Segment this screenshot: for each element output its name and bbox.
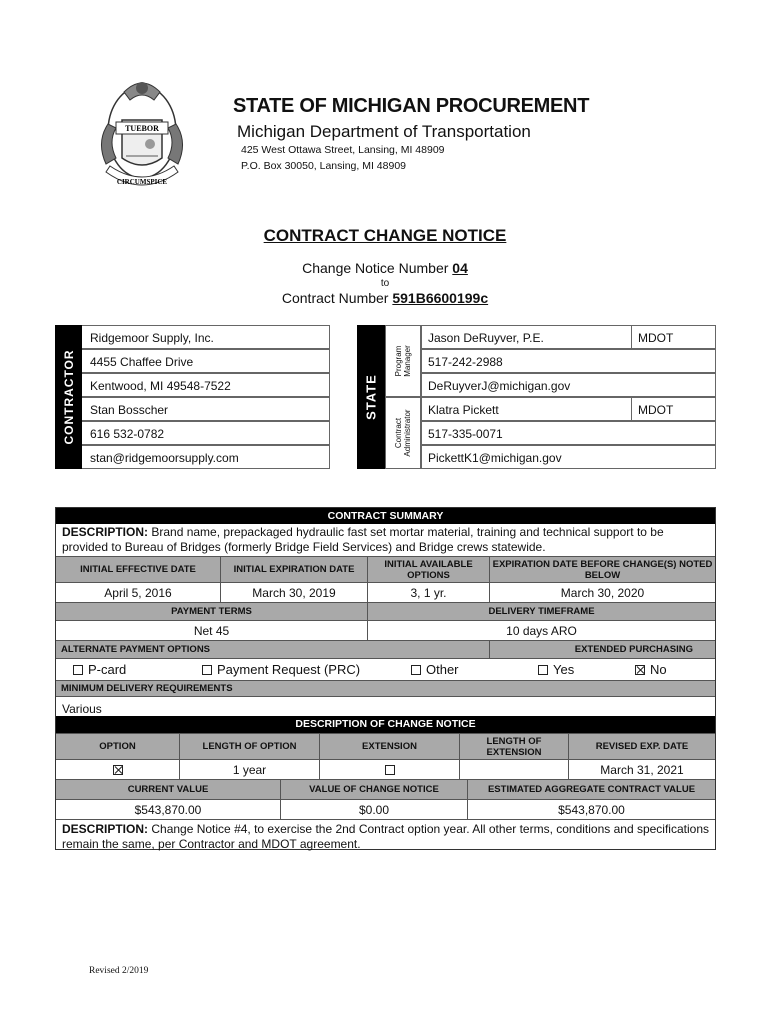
michigan-seal-icon bbox=[88, 72, 196, 194]
contractor-street: 4455 Chaffee Drive bbox=[82, 349, 330, 373]
summary-description-label: DESCRIPTION: bbox=[62, 525, 149, 539]
notice-title: CONTRACT CHANGE NOTICE bbox=[263, 226, 507, 245]
contractor-contact: Stan Bosscher bbox=[82, 397, 330, 421]
col-value-of-change: VALUE OF CHANGE NOTICE bbox=[281, 780, 468, 799]
col-revised-exp-date: REVISED EXP. DATE bbox=[595, 741, 689, 752]
delivery-timeframe: 10 days ARO bbox=[506, 623, 577, 638]
pcard-option[interactable] bbox=[73, 659, 126, 680]
payment-options-header-row bbox=[56, 640, 715, 658]
contract-administrator-role: Contract Administrator bbox=[385, 397, 421, 469]
contract-administrator-phone: 517-335-0071 bbox=[421, 421, 716, 445]
length-of-option: 1 year bbox=[180, 760, 320, 779]
payment-options-row bbox=[56, 658, 715, 680]
contract-summary-table bbox=[55, 507, 716, 850]
no-label: No bbox=[650, 662, 667, 677]
option-checkbox-checked[interactable] bbox=[113, 765, 123, 775]
revision-date: Revised 2/2019 bbox=[89, 966, 149, 976]
contract-number: 591B6600199c bbox=[392, 290, 489, 306]
option-header-row bbox=[56, 733, 715, 759]
col-length-of-option: LENGTH OF OPTION bbox=[180, 734, 320, 759]
contract-administrator-name: Klatra Pickett bbox=[421, 397, 632, 421]
change-notice-line bbox=[0, 260, 770, 276]
pcard-checkbox[interactable] bbox=[73, 665, 83, 675]
length-of-extension bbox=[460, 760, 569, 779]
current-value: $543,870.00 bbox=[56, 800, 281, 819]
terms-header-row bbox=[56, 602, 715, 620]
change-notice-label: Change Notice Number bbox=[302, 260, 449, 276]
prc-label: Payment Request (PRC) bbox=[217, 662, 361, 677]
col-initial-options: INITIAL AVAILABLE OPTIONS bbox=[368, 557, 490, 582]
other-checkbox[interactable] bbox=[411, 665, 421, 675]
revised-exp-date: March 31, 2021 bbox=[600, 762, 684, 777]
contract-number-label: Contract Number bbox=[281, 290, 389, 306]
col-aggregate-value: ESTIMATED AGGREGATE CONTRACT VALUE bbox=[487, 784, 696, 795]
extension-cell bbox=[320, 760, 460, 779]
value-values-row bbox=[56, 799, 715, 819]
state-label: STATE bbox=[357, 325, 385, 469]
program-manager-name: Jason DeRuyver, P.E. bbox=[421, 325, 632, 349]
col-current-value: CURRENT VALUE bbox=[56, 780, 281, 799]
initial-effective-date: April 5, 2016 bbox=[56, 583, 221, 602]
no-checkbox-checked[interactable] bbox=[635, 665, 645, 675]
col-expiration-before: EXPIRATION DATE BEFORE CHANGE(S) NOTED BELOW bbox=[492, 558, 713, 581]
contractor-email: stan@ridgemoorsupply.com bbox=[82, 445, 330, 469]
option-values-row bbox=[56, 759, 715, 779]
option-cell bbox=[56, 760, 180, 779]
aggregate-value: $543,870.00 bbox=[558, 802, 625, 817]
contractor-phone: 616 532-0782 bbox=[82, 421, 330, 445]
extended-purchasing-label: EXTENDED PURCHASING bbox=[574, 644, 693, 655]
min-delivery-label: MINIMUM DELIVERY REQUIREMENTS bbox=[56, 680, 715, 696]
payment-terms: Net 45 bbox=[56, 621, 368, 640]
initial-available-options: 3, 1 yr. bbox=[368, 583, 490, 602]
value-header-row bbox=[56, 779, 715, 799]
summary-values-row bbox=[56, 582, 715, 602]
program-manager-agency: MDOT bbox=[631, 325, 716, 349]
summary-description bbox=[56, 525, 715, 557]
change-description-heading: DESCRIPTION OF CHANGE NOTICE bbox=[56, 716, 715, 733]
extension-checkbox[interactable] bbox=[385, 765, 395, 775]
initial-expiration-date: March 30, 2019 bbox=[221, 583, 368, 602]
contractor-city: Kentwood, MI 49548-7522 bbox=[82, 373, 330, 397]
summary-description-text: Brand name, prepackaged hydraulic fast set mortar material, training and technical support to be provided to Bureau of Bridges (formerly Bridge Field Services) and Bridge crews statewide. bbox=[62, 525, 664, 554]
col-initial-expiration: INITIAL EXPIRATION DATE bbox=[221, 557, 368, 582]
page-title: STATE OF MICHIGAN PROCUREMENT bbox=[233, 95, 590, 117]
alternate-payment-label: ALTERNATE PAYMENT OPTIONS bbox=[56, 641, 490, 658]
prc-checkbox[interactable] bbox=[202, 665, 212, 675]
contract-number-line bbox=[0, 290, 770, 306]
program-manager-role: Program Manager bbox=[385, 325, 421, 397]
col-initial-effective: INITIAL EFFECTIVE DATE bbox=[56, 557, 221, 582]
yes-label: Yes bbox=[553, 662, 575, 677]
program-manager-email: DeRuyverJ@michigan.gov bbox=[421, 373, 716, 397]
summary-header-row bbox=[56, 556, 715, 582]
contract-summary-heading: CONTRACT SUMMARY bbox=[56, 508, 715, 524]
prc-option[interactable] bbox=[202, 659, 360, 680]
address-line-1: 425 West Ottawa Street, Lansing, MI 48909 bbox=[241, 144, 445, 156]
value-of-change: $0.00 bbox=[281, 800, 468, 819]
min-delivery-value: Various bbox=[56, 696, 715, 716]
change-description-label: DESCRIPTION: bbox=[62, 822, 149, 836]
change-notice-number: 04 bbox=[452, 260, 468, 276]
other-option[interactable] bbox=[411, 659, 459, 680]
svg-text:TUEBOR: TUEBOR bbox=[125, 124, 159, 133]
change-description-text: Change Notice #4, to exercise the 2nd Contract option year. All other terms, conditions and specifications remain the same, per Contractor and MDOT agreement. bbox=[62, 822, 709, 851]
contractor-label: CONTRACTOR bbox=[55, 325, 82, 469]
other-label: Other bbox=[426, 662, 459, 677]
program-manager-phone: 517-242-2988 bbox=[421, 349, 716, 373]
col-length-of-extension: LENGTH OF EXTENSION bbox=[460, 734, 569, 759]
contract-administrator-agency: MDOT bbox=[631, 397, 716, 421]
svg-text:CIRCUMSPICE: CIRCUMSPICE bbox=[116, 178, 168, 186]
col-option: OPTION bbox=[56, 734, 180, 759]
extended-yes-option[interactable] bbox=[538, 659, 574, 680]
delivery-timeframe-label: DELIVERY TIMEFRAME bbox=[488, 606, 595, 617]
extended-no-option[interactable] bbox=[635, 659, 667, 680]
col-extension: EXTENSION bbox=[320, 734, 460, 759]
expiration-before-change: March 30, 2020 bbox=[560, 585, 645, 600]
address-line-2: P.O. Box 30050, Lansing, MI 48909 bbox=[241, 160, 407, 172]
to-text: to bbox=[380, 278, 390, 289]
terms-values-row bbox=[56, 620, 715, 640]
change-description bbox=[56, 819, 715, 849]
payment-terms-label: PAYMENT TERMS bbox=[56, 603, 368, 620]
contractor-company: Ridgemoor Supply, Inc. bbox=[82, 325, 330, 349]
yes-checkbox[interactable] bbox=[538, 665, 548, 675]
contract-administrator-email: PickettK1@michigan.gov bbox=[421, 445, 716, 469]
pcard-label: P-card bbox=[88, 662, 127, 677]
department-name: Michigan Department of Transportation bbox=[237, 122, 531, 141]
